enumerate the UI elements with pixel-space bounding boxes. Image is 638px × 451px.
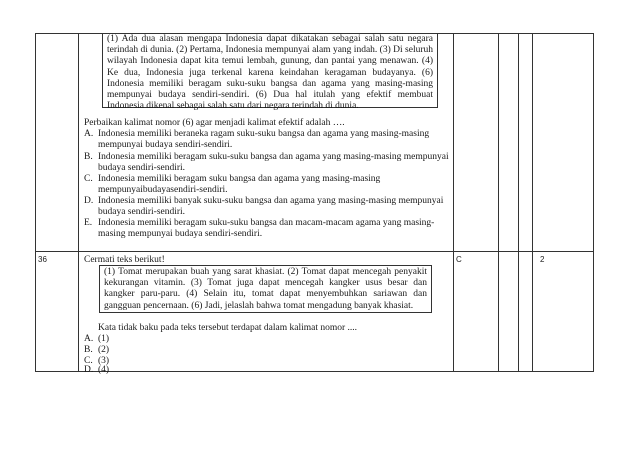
q36-option-d: [84, 365, 184, 376]
option-letter: A.: [84, 129, 94, 139]
q35-passage: (1) Ada dua alasan mengapa Indonesia dapat dikatakan sebagai salah satu negara terindah di dunia. (2) Pertama, Indonesia mempunyai alam yang indah. (3) Di seluruh wilayah Indonesia dapat kita temui lembah, gunung, dan pantai yang menawan. (4) Ke dua, Indonesia juga terkenal karena keindahan keragaman budayanya. (6) Indonesia memiliki beragam suku-suku bangsa dan agama yang masing-masing mempunyai budaya sendiri-sendiri. (6) Dua hal itulah yang efektif membuat Indonesia dikenal sebagai salah satu dari negara terindah di dunia.: [107, 34, 433, 112]
q36-instruction: Cermati teks berikut!: [84, 255, 165, 265]
q35-passage-box: [102, 33, 438, 112]
column-divider: [453, 33, 454, 372]
option-letter: D.: [84, 196, 94, 206]
option-letter: E.: [84, 218, 93, 228]
option-text: Indonesia memiliki banyak suku-suku bangsa dan agama yang masing-masing mempunyai budaya sendiri-sendiri.: [98, 196, 444, 218]
option-text: Indonesia memiliki beragam suku-suku bangsa dan macam-macam agama yang masing-masing mempunyai budaya sendiri-sendiri.: [98, 218, 435, 240]
option-text: Indonesia memiliki beragam suku-suku bangsa dan agama yang masing-masing mempunyai budaya sendiri-sendiri.: [98, 152, 449, 174]
option-letter: B.: [84, 152, 93, 162]
q36-passage: (1) Tomat merupakan buah yang sarat khasiat. (2) Tomat dapat mencegah penyakit kekurangan vitamin. (3) Tomat juga dapat mencegah kangker usus besar dan kangker paru-paru. (4) Selain itu, tomat dapat menyembuhkan sariawan dan gangguan pencernaan. (6) Jadi, jelaslah bahwa tomat mengadung banyak khasiat.: [104, 267, 427, 311]
q35-option-e: [84, 218, 449, 240]
option-text: (2): [98, 345, 110, 355]
option-letter: D.: [84, 365, 94, 375]
option-text: Indonesia memiliki beraneka ragam suku-suku bangsa dan agama yang masing-masing mempunyai budaya sendiri-sendiri.: [98, 129, 430, 151]
q35-option-d: [84, 196, 449, 218]
column-divider: [498, 33, 499, 372]
q36-passage-box: [99, 265, 432, 313]
table-right-border: [593, 33, 594, 372]
q36-score: 2: [540, 255, 545, 264]
option-letter: C.: [84, 174, 93, 184]
q35-question: Perbaikan kalimat nomor (6) agar menjadi kalimat efektif adalah ….: [84, 118, 345, 128]
q36-option-a: [84, 334, 184, 345]
q35-option-b: [84, 152, 449, 174]
column-divider: [532, 33, 533, 372]
q36-option-b: [84, 345, 184, 356]
option-text: (3): [98, 356, 110, 366]
option-text: (1): [98, 334, 110, 344]
q35-option-a: [84, 129, 449, 151]
option-letter: B.: [84, 345, 93, 355]
table-left-border: [35, 33, 36, 372]
q36-question: Kata tidak baku pada teks tersebut terdapat dalam kalimat nomor ....: [98, 323, 358, 333]
option-text: Indonesia memiliki beragam suku bangsa dan agama yang masing-masing mempunyaibudayasendiri-sendiri.: [98, 174, 381, 196]
q36-number: 36: [38, 255, 47, 264]
q36-answer-key: C: [456, 255, 462, 264]
option-letter: A.: [84, 334, 94, 344]
column-divider: [78, 33, 79, 372]
q35-option-c: [84, 174, 449, 196]
row-divider: [35, 251, 594, 252]
option-letter: C.: [84, 356, 93, 366]
column-divider: [518, 33, 519, 372]
option-text: (4): [98, 365, 110, 375]
